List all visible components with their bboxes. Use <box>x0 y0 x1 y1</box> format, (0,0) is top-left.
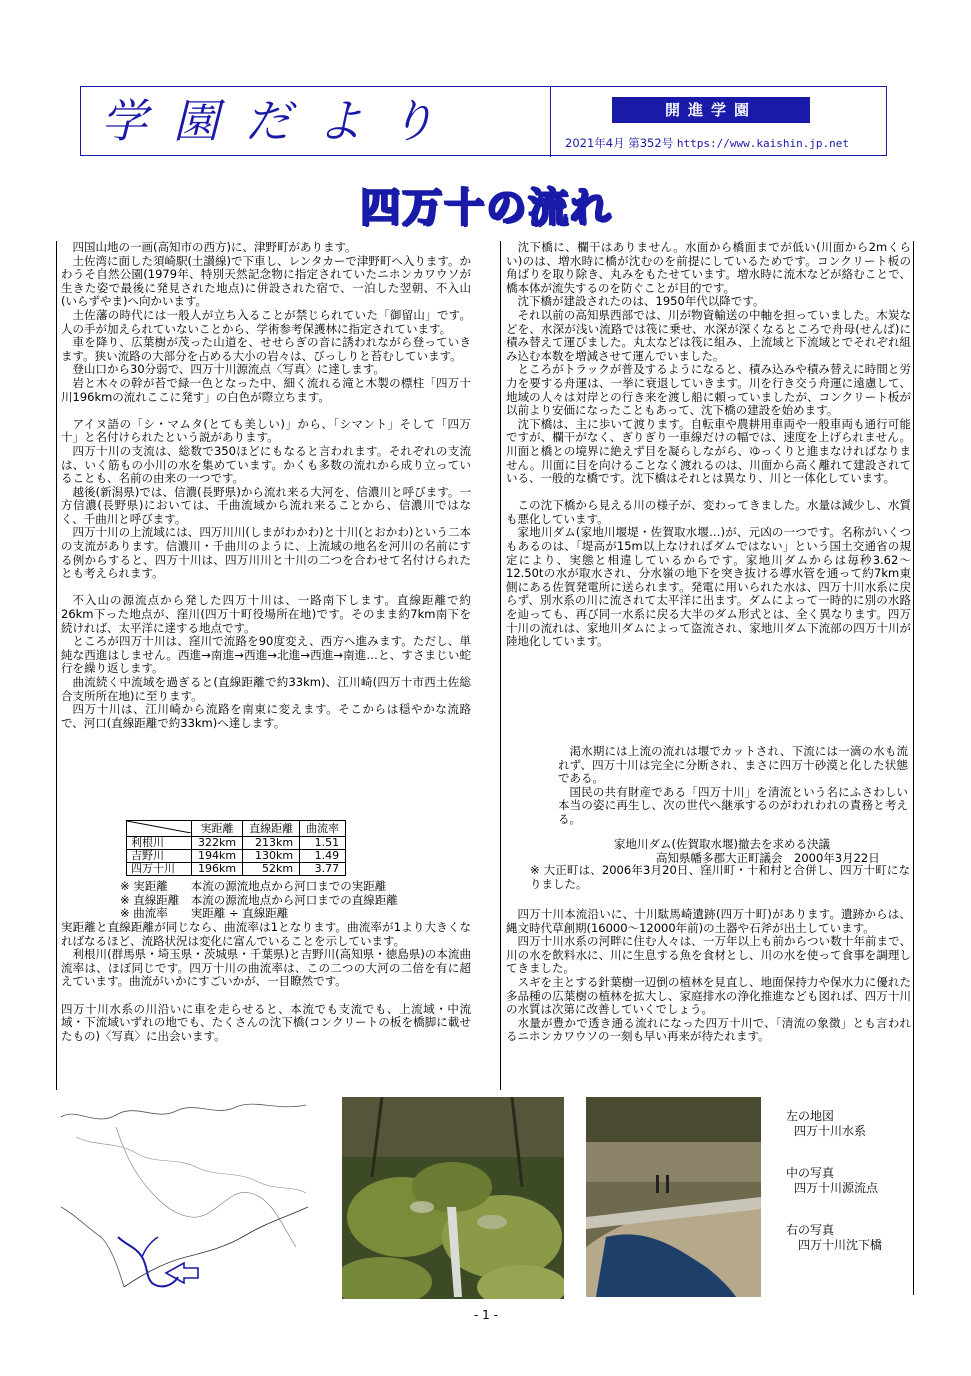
paragraph: 越後(新潟県)では、信濃(長野県)から流れ来る大河を、信濃川と呼びます。一方信濃(長野県)においては、千曲流域から流れ来ることから、信濃川ではなく、千曲川と呼びます。 <box>61 484 471 526</box>
paragraph: 岩と木々の幹が苔で緑一色となった中、細く流れる滝と木製の標柱「四万十川196kmの流れここに発す」の白色が際立ちます。 <box>61 375 471 404</box>
caption-right-value: 四万十川沈下橋 <box>798 1238 883 1252</box>
paragraph: 四万十川水系の川沿いに車を走らせると、本流でも支流でも、上流域・中流域・下流域いずれの地でも、たくさんの沈下橋(コンクリートの板を橋脚に載せたもの)〈写真〉に出会います。 <box>61 1001 471 1043</box>
paragraph-gap <box>61 581 471 595</box>
note-line: ※ 実距離 本流の源流地点から河口までの実距離 <box>120 879 387 893</box>
paragraph: この沈下橋から見える川の様子が、変わってきました。水量は減少し、水質も悪化しています。 <box>506 498 911 526</box>
paragraph: 沈下橋が建設されたのは、1950年代以降です。 <box>517 294 765 309</box>
issue-number: 2021年4月 第352号 <box>565 136 674 150</box>
paragraph: 四国山地の一画(高知市の西方)に、津野町があります。 <box>72 240 357 254</box>
table-cell: 3.77 <box>300 863 346 876</box>
paragraph: 四万十川は、江川崎から流路を南東に変えます。そこからは穏やかな流路で、河口(直線距離で約33km)へ達します。 <box>61 702 471 730</box>
paragraph-gap <box>61 404 471 418</box>
page-number: - 1 - <box>474 1308 498 1322</box>
left-column <box>61 241 471 730</box>
distance-table <box>126 820 346 876</box>
table-cell: 213km <box>243 837 300 850</box>
paragraph: 曲流続く中流域を過ぎると(直線距離で約33km)、江川崎(四万十市西土佐総合支所所在地)に至ります。 <box>61 675 471 703</box>
note-line: ※ 直線距離 本流の源流地点から河口までの直線距離 <box>120 892 398 907</box>
paragraph: 四万十川の支流は、総数で350ほどにもなると言われます。それぞれの支流は、いく筋もの小川の水を集めています。かくも多数の流れから成り立っていることも、名前の由来の一つです。 <box>61 443 471 486</box>
source-photo <box>342 1097 564 1299</box>
paragraph: 土佐藩の時代には一般人が立ち入ることが禁じられていた「御留山」です。人の手が加えられていないことから、学術参考保護林に指定されています。 <box>61 307 471 336</box>
header-divider <box>550 87 551 157</box>
table-cell: 四万十川 <box>127 863 192 876</box>
table-corner <box>127 821 192 837</box>
table-cell: 利根川 <box>127 837 192 850</box>
table-header: 直線距離 <box>243 821 300 837</box>
article-headline: 四万十の流れ <box>360 185 612 231</box>
table-cell: 1.49 <box>300 850 346 863</box>
school-name: 開進学園 <box>612 97 810 123</box>
paragraph: アイヌ語の「シ・マムタ(とても美しい)」から、「シマント」そして「四万十」と名付けられたという説があります。 <box>61 416 471 445</box>
sinking-bridge-image <box>586 1097 761 1297</box>
paragraph: それ以前の高知県西部では、川が物資輸送の中軸を担っていました。木炭などを、水深が浅い流路では筏に乗せ、水深が深くなるところで舟母(せんば)に積み替えて運びました。丸太などは筏に組み、上流域と下流域とでそれぞれ組み込む本数を増減させて運んでいました。 <box>506 307 911 363</box>
quote-source: 高知県幡多郡大正町議会 2000年3月22日 <box>656 851 880 865</box>
caption-right-label: 右の写真 <box>786 1223 835 1237</box>
table-header-row <box>127 821 346 837</box>
table-cell: 1.51 <box>300 837 346 850</box>
mossy-rocks-image <box>342 1097 564 1299</box>
table-cell: 196km <box>192 863 243 876</box>
quote-note <box>530 864 910 891</box>
paragraph: 沈下橋に、欄干はありません。水面から橋面までが低い(川面から2mくらい)のは、増水時に橋が沈むのを前提にしているためです。コンクリート板の角ばりを取り除き、丸みをもたせています。増水時に流木などが絡むことで、橋本体が流失するのを防ぐことが目的です。 <box>506 240 911 295</box>
caption-mid-value: 四万十川源流点 <box>794 1181 879 1195</box>
paragraph-gap <box>61 989 471 1003</box>
table-row <box>127 850 346 863</box>
right-column-rule <box>913 241 914 1295</box>
paragraph: 土佐湾に面した須崎駅(土讃線)で下車し、レンタカーで津野町へ入ります。かわうそ自然公園(1979年、特別天然記念物に指定されていたニホンカワウソが生きた姿で最後に発見された地点)に併設された宿で、一泊した翌朝、不入山(いらずやま)へ向かいます。 <box>61 253 471 309</box>
quote-paragraph: 渇水期には上流の流れは堰でカットされ、下流には一滴の水も流れず、四万十川は完全に分断され、まさに四万十砂漠と化した状態である。 <box>558 744 908 786</box>
paragraph: 車を降り、広葉樹が茂った山道を、せせらぎの音に誘われながら登っていきます。狭い流路の大部分を占める大小の岩々は、びっしりと苔むしています。 <box>61 335 471 363</box>
shimanto-map <box>56 1097 311 1297</box>
resolution-quote <box>558 745 908 827</box>
table-cell: 130km <box>243 850 300 863</box>
note-line: ※ 曲流率 実距離 ÷ 直線距離 <box>120 906 289 921</box>
table-header: 実距離 <box>192 821 243 837</box>
middle-column-rule <box>500 241 501 1090</box>
paragraph: 実距離と直線距離が同じなら、曲流率は1となります。曲流率が1より大きくなればなるほど、流路状況は変化に富んでいることを示しています。 <box>61 920 471 948</box>
table-cell: 322km <box>192 837 243 850</box>
issue-info <box>565 135 849 151</box>
quote-title: 家地川ダム(佐賀取水堰)撤去を求める決議 <box>614 837 830 851</box>
quote-paragraph: 国民の共有財産である「四万十川」を清流という名にふさわしい本当の姿に再生し、次の世代へ継承するのがわれわれの責務と考える。 <box>558 784 908 826</box>
note-text: ※ 大正町は、2006年3月20日、窪川町・十和村と合併し、四万十町になりました。 <box>530 863 910 891</box>
paragraph: 沈下橋は、主に歩いて渡ります。自転車や農耕用車両や一般車両も通行可能ですが、欄干がなく、ぎりぎり一車線だけの幅では、速度を上げられません。川面と橋との境界に絶えず目を凝らしながら、ゆっくりと進まなければなりません。川面に目を向けることなく渡れるのは、川面から高く離れて建設されている、一般的な橋です。沈下橋はそれとは異なり、川と一体化しています。 <box>506 416 911 486</box>
paragraph: 水量が豊かで透き通る流れになった四万十川で、「清流の象徴」とも言われるニホンカワウソの一刻も早い再来が待たれます。 <box>506 1015 911 1044</box>
paragraph: 四万十川本流沿いに、十川駄馬崎遺跡(四万十町)があります。遺跡からは、縄文時代草創期(16000～12000年前)の土器や石斧が出土しています。 <box>506 907 911 935</box>
table-header: 曲流率 <box>300 821 346 837</box>
caption-mid-label: 中の写真 <box>786 1166 835 1180</box>
table-cell: 52km <box>243 863 300 876</box>
paragraph: 家地川ダム(家地川堰堤・佐賀取水堰…)が、元凶の一つです。名称がいくつもあるのは、「堤高が15m以上なければダムではない」という国土交通省の規定により、実態と相違しているからです。家地川ダムからは毎秒3.62～12.50tの水が取水され、分水嶺の地下を突き抜ける導水管を通って約7km東側にある佐賀発電所に送られます。発電に用いられた水は、四万十川水系に戻らず、別水系の川に流されて太平洋に出ます。ダムによって一時的に別の水路を辿っても、再び同一水系に戻る大半のダム形式とは、全く異なります。四万十川の流れは、家地川ダムによって盗流され、家地川ダム下流部の四万十川が陸地化しています。 <box>506 525 911 649</box>
right-column-bottom <box>506 908 911 1044</box>
table-row <box>127 837 346 850</box>
paragraph: スギを主とする針葉樹一辺倒の植林を見直し、地面保持力や保水力に優れた多品種の広葉樹の植林を拡大し、家庭排水の浄化推進なども図れば、四万十川の水質は次第に改善していくでしょう。 <box>506 974 911 1017</box>
diagonal-line-icon <box>127 821 191 833</box>
newsletter-header <box>80 86 887 156</box>
right-column <box>506 241 911 649</box>
paragraph: 四万十川の上流域には、四万川川(しまがわかわ)と十川(とおかわ)という二本の支流があります。信濃川・千曲川のように、上流域の地名を河川の名前にする例からすると、四万十川は、四万川川と十川の二つを合わせて名付けられたとも考えられます。 <box>61 525 471 581</box>
paragraph-gap <box>506 486 911 500</box>
paragraph: 登山口から30分弱で、四万十川源流点〈写真〉に達します。 <box>72 362 385 377</box>
caption-left-label: 左の地図 <box>786 1109 835 1123</box>
bridge-photo <box>586 1097 761 1297</box>
photo-captions <box>786 1109 882 1253</box>
paragraph: 不入山の源流点から発した四万十川は、一路南下します。直線距離で約26km下った地点が、窪川(四万十町役場所在地)です。そのまま約7km南下を続ければ、太平洋に達する地点です。 <box>61 593 471 635</box>
left-column-bottom <box>61 921 471 1043</box>
table-cell: 194km <box>192 850 243 863</box>
caption-left-value: 四万十川水系 <box>794 1124 867 1138</box>
paragraph: ところがトラックが普及するようになると、積み込みや積み替えに時間と労力を要する舟運は、一挙に衰退していきます。川を行き交う舟運に遠慮して、地域の人々は対岸との行き来を渡し船に頼っていましたが、コンクリート板が以前より安価になったこともあって、沈下橋の建設を始めます。 <box>506 362 911 418</box>
newsletter-title: 学園だより <box>101 94 461 148</box>
table-notes <box>120 880 398 921</box>
left-column-rule <box>56 241 57 1090</box>
website-link[interactable]: https://www.kaishin.jp.net <box>676 137 850 150</box>
paragraph: 四万十川水系の河畔に住む人々は、一万年以上も前からつい数十年前まで、川の水を飲料水に、川に生息する魚を食材とし、川の水を使って食事を調理してきました。 <box>506 934 911 976</box>
table-cell: 吉野川 <box>127 850 192 863</box>
arrow-icon <box>166 1263 198 1283</box>
table-row <box>127 863 346 876</box>
paragraph: 利根川(群馬県・埼玉県・茨城県・千葉県)と吉野川(高知県・徳島県)の本流曲流率は、ほぼ同じです。四万十川の曲流率は、この二つの大河の二倍を有に超えています。曲流がいかにすごいかが、一目瞭然です。 <box>61 947 471 989</box>
paragraph: ところが四万十川は、窪川で流路を90度変え、西方へ進みます。ただし、単純な西進はしません。西進→南進→西進→北進→西進→南進…と、すさまじい蛇行を繰り返します。 <box>61 634 471 676</box>
